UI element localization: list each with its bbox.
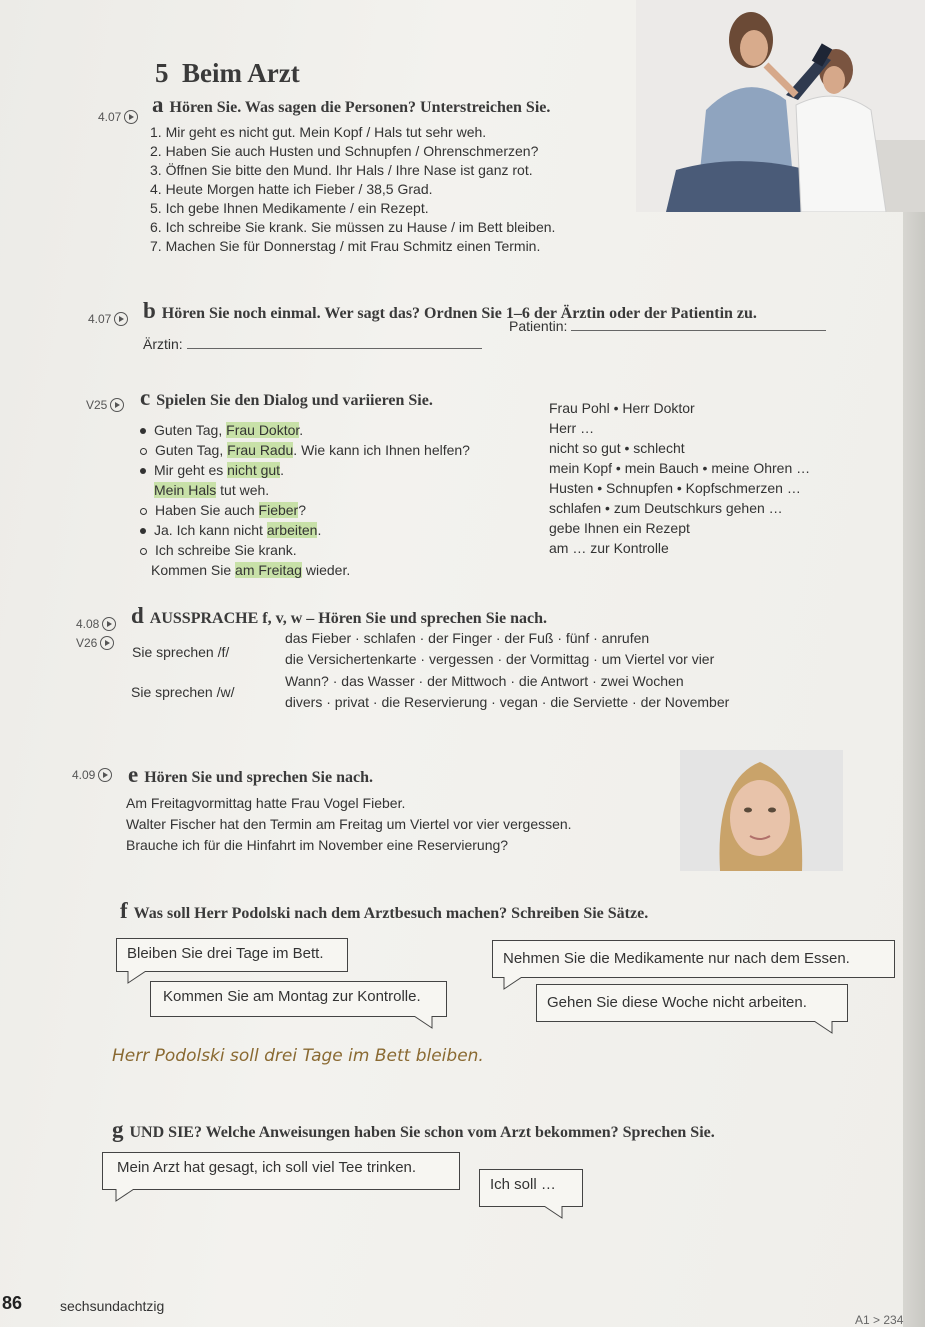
page-number: 86 — [2, 1293, 23, 1313]
audio-track-b[interactable]: 4.07 — [88, 312, 128, 326]
dialog — [140, 422, 540, 582]
dialog-line: Ja. Ich kann nicht arbeiten. — [140, 522, 540, 542]
words-f-1: das Fieber · schlafen · der Finger · der Fuß · fünf · anrufen — [285, 630, 650, 646]
task-e-sentences — [126, 795, 666, 858]
dialog-line: Guten Tag, Frau Radu. Wie kann ich Ihnen helfen? — [140, 442, 540, 462]
bubble-tail-icon — [810, 1021, 840, 1035]
dialog-line: Haben Sie auch Fieber? — [140, 502, 540, 522]
variation-item: gebe Ihnen ein Rezept — [549, 520, 690, 536]
speech-bubble: Gehen Sie diese Woche nicht arbeiten. — [536, 984, 848, 1022]
task-b-heading: b Hören Sie noch einmal. Wer sagt das? Ordnen Sie 1–6 der Ärztin oder der Patientin zu. — [143, 298, 757, 323]
list-item: 2. Haben Sie auch Husten und Schnupfen / Ohrenschmerzen? — [150, 143, 539, 159]
video-track-d[interactable]: V26 — [76, 636, 114, 650]
level-indicator: A1 > 234 — [855, 1313, 904, 1327]
dialog-line: Kommen Sie am Freitag wieder. — [151, 562, 351, 578]
list-item: 1. Mir geht es nicht gut. Mein Kopf / Hals tut sehr weh. — [150, 124, 487, 140]
play-icon — [100, 636, 114, 650]
words-w-1: Wann? · das Wasser · der Mittwoch · die Antwort · zwei Wochen — [285, 673, 684, 689]
speech-bubble: Kommen Sie am Montag zur Kontrolle. — [150, 981, 447, 1017]
words-f-2: die Versichertenkarte · vergessen · der Vormittag · um Viertel vor vier — [285, 651, 715, 667]
audio-track-d[interactable]: 4.08 — [76, 617, 116, 631]
sentence: Brauche ich für die Hinfahrt im November eine Reservierung? — [126, 837, 509, 853]
speech-bubble: Bleiben Sie drei Tage im Bett. — [116, 938, 348, 972]
task-g-heading: g UND SIE? Welche Anweisungen haben Sie schon vom Arzt bekommen? Sprechen Sie. — [112, 1117, 715, 1142]
list-item: 3. Öffnen Sie bitte den Mund. Ihr Hals / Ihre Nase ist ganz rot. — [150, 162, 533, 178]
task-c-heading: c Spielen Sie den Dialog und variieren Sie. — [140, 385, 433, 410]
task-f-heading: f Was soll Herr Podolski nach dem Arztbesuch machen? Schreiben Sie Sätze. — [120, 898, 649, 923]
bubble-tail-icon — [540, 1206, 570, 1220]
variation-item: am … zur Kontrolle — [549, 540, 669, 556]
example-answer: Herr Podolski soll drei Tage im Bett bleiben. — [112, 1046, 484, 1066]
bullet-icon — [140, 468, 146, 474]
bullet-outline-icon — [140, 448, 147, 455]
words-w-2: divers · privat · die Reservierung · vegan · die Serviette · der November — [285, 694, 730, 710]
bullet-outline-icon — [140, 508, 147, 515]
play-icon — [102, 617, 116, 631]
bubble-tail-icon — [410, 1016, 440, 1030]
variation-item: Frau Pohl • Herr Doktor — [549, 400, 695, 416]
variation-item: Herr … — [549, 420, 595, 436]
speech-bubble: Nehmen Sie die Medikamente nur nach dem Essen. — [492, 940, 895, 978]
task-e-heading: e Hören Sie und sprechen Sie nach. — [128, 762, 373, 787]
speech-bubble: Ich soll … — [479, 1169, 583, 1207]
variation-item: nicht so gut • schlecht — [549, 440, 685, 456]
doctor-answer-line[interactable] — [187, 348, 482, 349]
list-item: 7. Machen Sie für Donnerstag / mit Frau Schmitz einen Termin. — [150, 238, 541, 254]
list-item: 5. Ich gebe Ihnen Medikamente / ein Rezept. — [150, 200, 429, 216]
woman-portrait-photo — [680, 750, 843, 871]
doctor-patient-photo — [636, 0, 925, 212]
speech-bubble: Mein Arzt hat gesagt, ich soll viel Tee trinken. — [102, 1152, 460, 1190]
task-a-list — [150, 124, 630, 257]
audio-track-e[interactable]: 4.09 — [72, 768, 112, 782]
play-icon — [114, 312, 128, 326]
task-a-heading: a Hören Sie. Was sagen die Personen? Unterstreichen Sie. — [152, 92, 551, 117]
chapter-title: 5 Beim Arzt — [155, 58, 300, 88]
dialog-line: Mein Hals tut weh. — [154, 482, 270, 498]
dialog-line: Guten Tag, Frau Doktor. — [140, 422, 540, 442]
bubble-tail-icon — [112, 1189, 142, 1203]
bubble-tail-icon — [500, 977, 530, 991]
variation-item: mein Kopf • mein Bauch • meine Ohren … — [549, 460, 811, 476]
list-item: 4. Heute Morgen hatte ich Fieber / 38,5 Grad. — [150, 181, 433, 197]
sentence: Am Freitagvormittag hatte Frau Vogel Fieber. — [126, 795, 406, 811]
patient-label: Patientin: — [509, 318, 826, 334]
dialog-variations — [549, 400, 879, 560]
variation-item: Husten • Schnupfen • Kopfschmerzen … — [549, 480, 801, 496]
play-icon — [110, 398, 124, 412]
play-icon — [124, 110, 138, 124]
audio-track-a[interactable]: 4.07 — [98, 110, 138, 124]
variation-item: schlafen • zum Deutschkurs gehen … — [549, 500, 783, 516]
bullet-icon — [140, 428, 146, 434]
bullet-outline-icon — [140, 548, 147, 555]
play-icon — [98, 768, 112, 782]
patient-answer-line[interactable] — [571, 330, 826, 331]
page-number-word: sechsundachtzig — [60, 1298, 165, 1314]
doctor-label: Ärztin: — [143, 336, 482, 352]
sentence: Walter Fischer hat den Termin am Freitag um Viertel vor vier vergessen. — [126, 816, 572, 832]
task-d-heading: d AUSSPRACHE f, v, w – Hören Sie und sprechen Sie nach. — [131, 603, 548, 628]
dialog-line: Ich schreibe Sie krank. — [140, 542, 540, 562]
label-f: Sie sprechen /f/ — [132, 644, 230, 660]
video-track-c[interactable]: V25 — [86, 398, 124, 412]
bullet-icon — [140, 528, 146, 534]
label-w: Sie sprechen /w/ — [131, 684, 235, 700]
list-item: 6. Ich schreibe Sie krank. Sie müssen zu Hause / im Bett bleiben. — [150, 219, 556, 235]
dialog-line: Mir geht es nicht gut. — [140, 462, 540, 482]
